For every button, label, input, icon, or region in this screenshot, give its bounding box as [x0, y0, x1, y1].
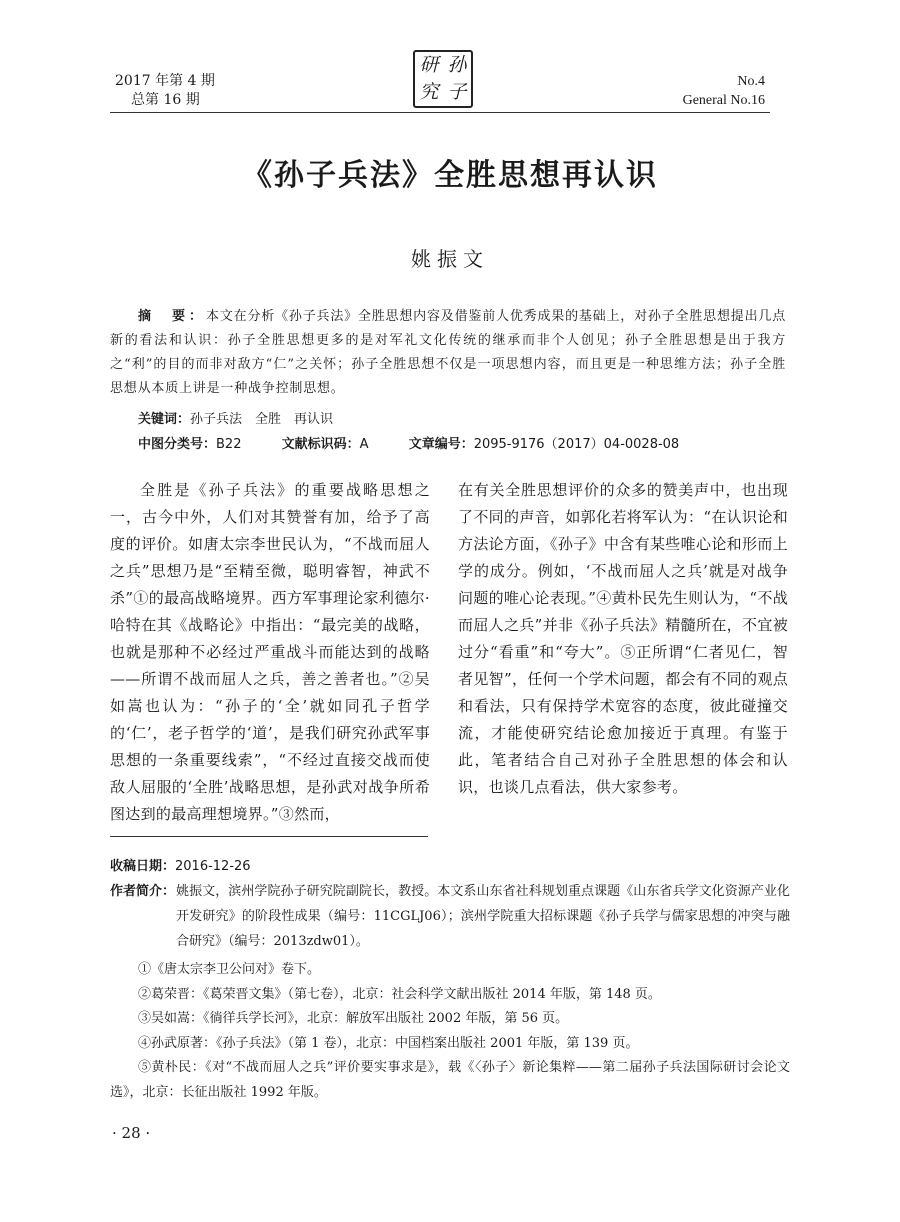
abstract-label: 摘 要： — [138, 309, 207, 324]
journal-issue — [115, 72, 215, 110]
article-title: 《孙子兵法》全胜思想再认识 — [242, 158, 658, 193]
footnote-item: ⑤黄朴民：《对“不战而屈人之兵”评价要实事求是》，载《〈孙子〉新论集粹——第二届孙子兵法国际研讨会论文选》，北京：长征出版社 1992 年版。 — [110, 1060, 790, 1100]
header-divider — [110, 112, 770, 113]
body-column-left: 全胜是《孙子兵法》的重要战略思想之一，古今中外，人们对其赞誉有加，给予了高度的评价。如唐太宗李世民认为，“不战而屈人之兵”思想乃是“至精至微，聪明睿智，神武不杀”①的最高战略境界。西方军事理论家利德尔·哈特在其《战略论》中指出：“最完美的战略，也就是那种不必经过严重战斗而能达到的战略——所谓不战而屈人之兵，善之善者也。”②吴如嵩也认为：“孙子的‘全’就如同孔子哲学的‘仁’，老子哲学的‘道’，是我们研究孙武军事思想的一条重要线索”，“不经过直接交战而使敌人屈服的‘全胜’战略思想，是孙武对战争所希图达到的最高理想境界。”③然而， — [110, 481, 430, 823]
issue-year: 2017 年第 4 期 — [115, 73, 215, 89]
keywords-label: 关键词： — [138, 412, 191, 427]
article-author: 姚振文 — [411, 247, 489, 271]
bio-label: 作者简介： — [110, 884, 176, 899]
footnote-item: ④孙武原著：《孙子兵法》（第 1 卷），北京：中国档案出版社 2001 年版，第 139 页。 — [138, 1035, 639, 1051]
logo-char: 研 — [419, 54, 439, 76]
footnote-item: ③吴如嵩：《徜徉兵学长河》，北京：解放军出版社 2002 年版，第 56 页。 — [138, 1011, 569, 1026]
issue-total: 总第 16 期 — [131, 92, 200, 108]
logo-char: 子 — [447, 81, 467, 103]
abstract-text: 本文在分析《孙子兵法》全胜思想内容及借鉴前人优秀成果的基础上，对孙子全胜思想提出几点新的看法和认识：孙子全胜思想更多的是对军礼文化传统的继承而非个人创见；孙子全胜思想是出于我方之“利”的目的而非对敌方“仁”之关怀；孙子全胜思想不仅是一项思想内容，而且更是一种思维方法；孙子全胜思想从本质上讲是一种战争控制思想。 — [110, 309, 786, 396]
clc-value: B22 — [216, 437, 242, 452]
footnote-item: ②葛荣晋：《葛荣晋文集》（第七卷），北京：社会科学文献出版社 2014 年版，第 148 页。 — [138, 986, 661, 1002]
keywords-text: 孙子兵法 全胜 再认识 — [190, 412, 334, 427]
journal-issue-en — [683, 72, 765, 110]
abstract — [110, 305, 786, 401]
doc-code-value: A — [359, 437, 369, 452]
received-label: 收稿日期： — [110, 859, 176, 874]
article-no-label: 文章编号： — [408, 437, 474, 452]
journal-logo — [413, 50, 473, 108]
page-number: · 28 · — [112, 1124, 151, 1142]
received-date — [110, 855, 251, 874]
doc-code-label: 文献标识码： — [281, 437, 360, 452]
bio-text: 姚振文，滨州学院孙子研究院副院长，教授。本文系山东省社科规划重点课题《山东省兵学文化资源产业化开发研究》的阶段性成果（编号：11CGLJ06）；滨州学院重大招标课题《孙子兵学与儒家思想的冲突与融合研究》（编号：2013zdw01）。 — [176, 884, 790, 949]
keywords — [138, 408, 333, 427]
body-column-right: 在有关全胜思想评价的众多的赞美声中，也出现了不同的声音，如郭化若将军认为：“在认识论和方法论方面，《孙子》中含有某些唯心论和形而上学的成分。例如，‘不战而屈人之兵’就是对战争问题的唯心论表现。”④黄朴民先生则认为，“不战而屈人之兵”并非《孙子兵法》精髓所在，不宜被过分“看重”和“夸大”。⑤正所谓“仁者见仁，智者见智”，任何一个学术问题，都会有不同的观点和看法，只有保持学术宽容的态度，彼此碰撞交流，才能使研究结论愈加接近于真理。有鉴于此，笔者结合自己对孙子全胜思想的体会和认识，也谈几点看法，供大家参考。 — [458, 481, 788, 796]
logo-char: 孙 — [447, 54, 467, 76]
footnote-divider — [110, 836, 428, 837]
article-no-value: 2095-9176（2017）04-0028-08 — [473, 437, 680, 452]
clc-label: 中图分类号： — [138, 437, 217, 452]
classification-line — [138, 433, 679, 452]
footnote-item: ①《唐太宗李卫公问对》卷下。 — [138, 962, 321, 977]
author-bio — [110, 879, 790, 954]
issue-general-no: General No.16 — [682, 93, 765, 108]
received-value: 2016-12-26 — [175, 859, 251, 874]
logo-char: 究 — [419, 81, 439, 103]
issue-no: No.4 — [737, 74, 765, 89]
footnote-list — [110, 958, 790, 1105]
